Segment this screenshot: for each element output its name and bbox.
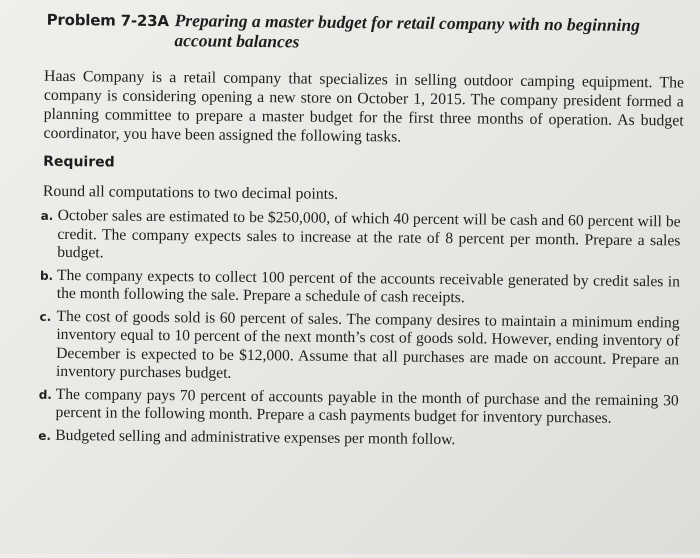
task-letter: e. [38,428,52,443]
task-text: October sales are estimated to be $250,000, of which 40 percent will be cash and 60 percent will be credit. The company expects sales to increase at the rate of 8 percent per month. Prepare a sales budget. [57,206,681,262]
task-item-b [40,266,680,310]
task-item-d [38,385,678,429]
problem-title: Preparing a master budget for retail company with no beginning account balances [174,10,641,52]
task-item-c [39,307,680,388]
task-text: Budgeted selling and administrative expenses per month follow. [55,426,456,448]
task-item-a [40,207,681,269]
task-text: The cost of goods sold is 60 percent of sales. The company desires to maintain a minimum ending inventory equal to 10 percent of the next month’s cost of goods sold. However, ending inventory of December is expected to be $12,000. Assume that all purchases are made on account. Prepare an inventory purchases budget. [55,307,680,382]
required-heading: Required [43,153,115,171]
task-letter: d. [38,387,52,402]
task-item-e [38,426,678,451]
problem-number: Problem 7-23A [46,10,169,31]
task-letter: a. [40,208,54,223]
rounding-instruction: Round all computations to two decimal points. [42,182,339,203]
intro-paragraph: Haas Company is a retail company that specializes in selling outdoor camping equipment. The company is considering opening a new store on October 1, 2015. The company president formed a planning committee to prepare a master budget for the first three months of operation. As budget coordinator, you have been assigned the following tasks. [43,67,685,146]
problem-header [46,10,687,52]
task-list [38,207,680,456]
task-letter: b. [39,268,54,283]
task-text: The company pays 70 percent of accounts payable in the month of purchase and the remaining 30 percent in the following month. Prepare a cash payments budget for inventory purchases. [55,385,679,427]
task-text: The company expects to collect 100 percent of the accounts receivable generated by credit sales in the month following the sale. Prepare a schedule of cash receipts. [56,266,681,307]
task-letter: c. [39,309,52,324]
